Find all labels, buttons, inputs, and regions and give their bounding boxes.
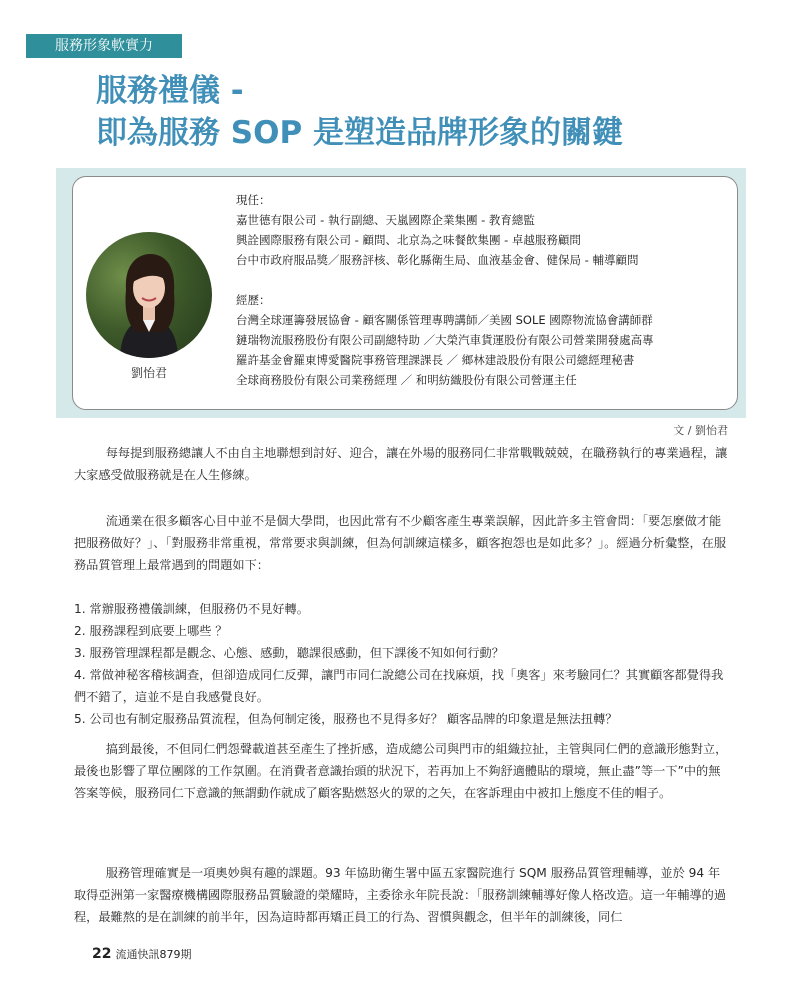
bio-current-section	[236, 190, 638, 270]
article-paragraph-3	[74, 738, 730, 804]
bio-current-line: 嘉世德有限公司 - 執行副總、天嵐國際企業集團 - 教育總監	[236, 213, 535, 227]
paragraph-text: 搞到最後，不但同仁們怨聲載道甚至產生了挫折感，造成總公司與門市的組織拉扯，主管與同仁們的意識形態對立，最後也影響了單位團隊的工作氛圍。在消費者意識抬頭的狀況下，若再加上不夠舒適體貼的環境，無止盡”等一下”中的無答案等候，服務同仁下意識的無謂動作就成了顧客點燃怒火的眾的之矢，在客訴理由中被扣上態度不佳的帽子。	[74, 742, 728, 800]
article-paragraph-2	[74, 510, 730, 576]
page-footer	[92, 946, 191, 962]
list-item: 1. 常辦服務禮儀訓練，但服務仍不見好轉。	[74, 602, 309, 616]
section-tag: 服務形象軟實力	[26, 34, 182, 58]
bio-experience-section	[236, 290, 654, 390]
bio-experience-line: 全球商務股份有限公司業務經理 ／ 和明紡織股份有限公司營運主任	[236, 373, 577, 387]
author-name: 劉怡君	[130, 366, 167, 380]
bio-experience-line: 台灣全球運籌發展協會 - 顧客關係管理專聘講師／美國 SOLE 國際物流協會講師群	[236, 313, 653, 327]
issue-label: 流通快訊879期	[115, 948, 192, 961]
bio-current-line: 台中市政府服品獎／服務評核、彰化縣衛生局、血液基金會、健保局 - 輔導顧問	[236, 253, 639, 267]
page-number: 22	[92, 946, 112, 962]
bio-experience-line: 鏈瑞物流服務股份有限公司副總特助 ／大榮汽車貨運股份有限公司營業開發處高專	[236, 333, 654, 347]
author-photo	[86, 232, 212, 358]
list-item: 4. 常做神秘客稽核調查，但卻造成同仁反彈，讓門市同仁說總公司在找麻煩，找「奧客」來考驗同仁？其實顧客都覺得我們不錯了，這並不是自我感覺良好。	[74, 668, 724, 704]
bio-current-heading: 現任：	[236, 193, 271, 207]
byline: 文 / 劉怡君	[673, 424, 728, 437]
article-title	[96, 70, 623, 154]
article-paragraph-4	[74, 862, 730, 928]
bio-experience-line: 羅許基金會羅東博愛醫院事務管理課課長 ／ 鄉林建設股份有限公司總經理秘書	[236, 353, 635, 367]
bio-current-line: 興詮國際服務有限公司 - 顧問、北京為之味餐飲集團 - 卓越服務顧問	[236, 233, 581, 247]
list-item: 3. 服務管理課程都是觀念、心態、感動，聽課很感動，但下課後不知如何行動？	[74, 646, 504, 660]
paragraph-text: 服務管理確實是一項奧妙與有趣的課題。93 年協助衛生署中區五家醫院進行 SQM 服務品質管理輔導，並於 94 年取得亞洲第一家醫療機構國際服務品質驗證的榮耀時，主委徐永年院長說：「服務訓練輔導好像人格改造。這一年輔導的過程，最難熬的是在訓練的前半年，因為這時都再矯正員工的行為、習慣與觀念，但半年的訓練後，同仁	[74, 866, 727, 924]
article-paragraph-1	[74, 442, 730, 486]
title-line-1: 服務禮儀 -	[96, 73, 244, 109]
title-line-2: 即為服務 SOP 是塑造品牌形象的關鍵	[96, 115, 623, 151]
problem-list	[74, 598, 730, 730]
bio-experience-heading: 經歷：	[236, 293, 271, 307]
paragraph-text: 每每提到服務總讓人不由自主地聯想到討好、迎合，讓在外場的服務同仁非常戰戰兢兢，在職務執行的專業過程，讓大家感受做服務就是在人生修練。	[74, 446, 728, 482]
paragraph-text: 流通業在很多顧客心目中並不是個大學問，也因此常有不少顧客產生專業誤解，因此許多主管會問：「要怎麼做才能把服務做好？」、「對服務非常重視，常常要求與訓練，但為何訓練這樣多，顧客抱怨也是如此多？」。經過分析彙整，在服務品質管理上最常遇到的問題如下：	[74, 514, 727, 572]
list-item: 5. 公司也有制定服務品質流程，但為何制定後，服務也不見得多好？ 顧客品牌的印象還是無法扭轉？	[74, 712, 618, 726]
list-item: 2. 服務課程到底要上哪些 ？	[74, 624, 228, 638]
